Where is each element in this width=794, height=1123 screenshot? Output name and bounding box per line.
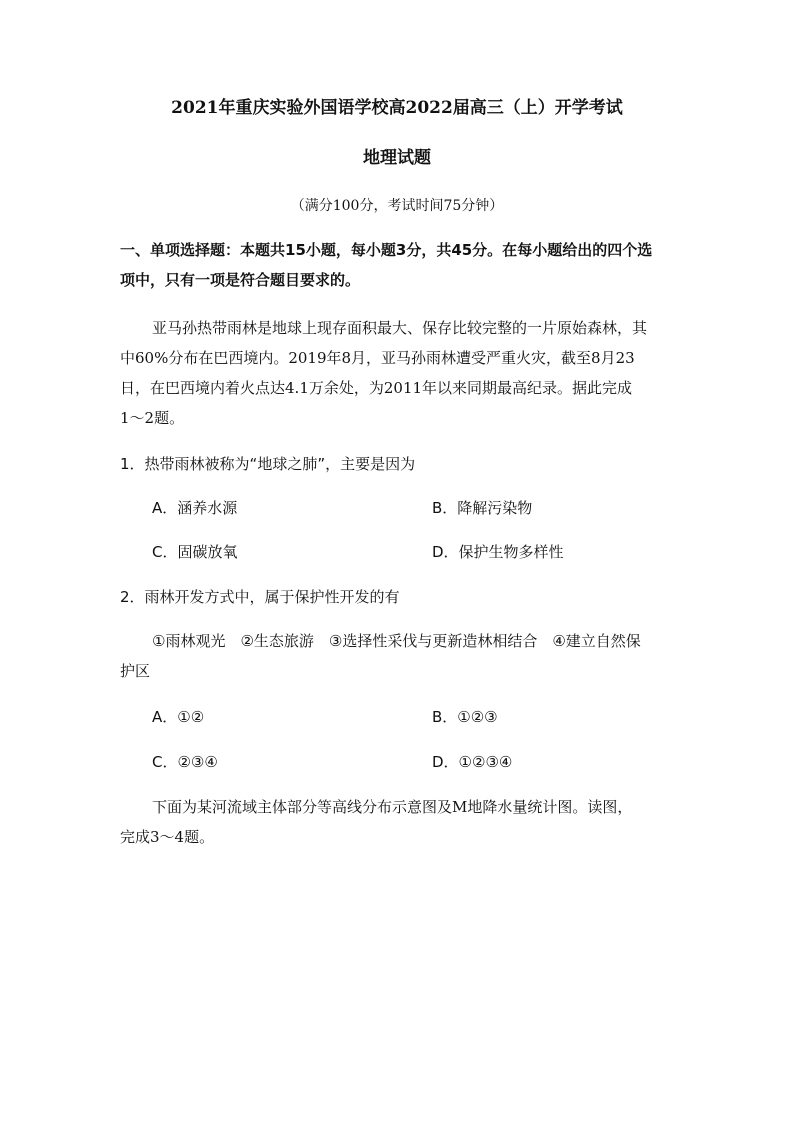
- question-2-items-line-1: ①雨林观光 ②生态旅游 ③选择性采伐与更新造林相结合 ④建立自然保: [152, 632, 641, 650]
- question-2-option-b: B．①②③: [432, 708, 498, 726]
- passage-1-line-2: 中60%分布在巴西境内。2019年8月，亚马孙雨林遭受严重火灾，截至8月23: [120, 349, 635, 367]
- question-1-option-c: C．固碳放氧: [152, 543, 238, 561]
- exam-note: （满分100分，考试时间75分钟）: [290, 198, 504, 214]
- passage-2-line-2: 完成3～4题。: [120, 828, 215, 846]
- question-1-option-a: A．涵养水源: [152, 499, 238, 517]
- question-2-option-d: D．①②③④: [432, 753, 513, 771]
- passage-1-line-4: 1～2题。: [120, 409, 185, 427]
- question-2-option-c: C．②③④: [152, 753, 218, 771]
- question-2-items-line-2: 护区: [120, 662, 151, 680]
- exam-title: 2021年重庆实验外国语学校高2022届高三（上）开学考试: [171, 98, 623, 118]
- question-1-stem: 1．热带雨林被称为“地球之肺”，主要是因为: [120, 455, 416, 473]
- question-2-option-a: A．①②: [152, 708, 205, 726]
- section-heading-line-1: 一、单项选择题：本题共15小题，每小题3分，共45分。在每小题给出的四个选: [120, 241, 653, 259]
- exam-subject: 地理试题: [363, 148, 431, 168]
- question-2-stem: 2．雨林开发方式中，属于保护性开发的有: [120, 588, 400, 606]
- question-1-option-b: B．降解污染物: [432, 499, 533, 517]
- question-1-option-d: D．保护生物多样性: [432, 543, 564, 561]
- section-heading-line-2: 项中，只有一项是符合题目要求的。: [120, 271, 361, 289]
- passage-1-line-1: 亚马孙热带雨林是地球上现存面积最大、保存比较完整的一片原始森林，其: [152, 319, 648, 337]
- passage-2-line-1: 下面为某河流域主体部分等高线分布示意图及M地降水量统计图。读图，: [152, 798, 633, 816]
- passage-1-line-3: 日，在巴西境内着火点达4.1万余处，为2011年以来同期最高纪录。据此完成: [120, 379, 633, 397]
